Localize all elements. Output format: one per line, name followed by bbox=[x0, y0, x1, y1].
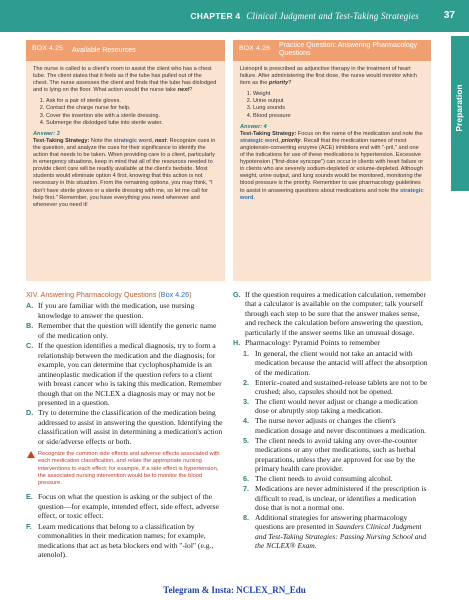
pyramid-point: 2. Enteric-coated and sustained-release tablets are not to be crushed; also, capsules should not be opened. bbox=[243, 377, 428, 397]
box-pharmacology-practice bbox=[233, 40, 431, 281]
chapter-label: CHAPTER 4 bbox=[190, 11, 241, 21]
option: 1. Ask for a pair of sterile gloves. bbox=[46, 98, 218, 105]
list-item: A. If you are familiar with the medication, use nursing knowledge to answer the question. bbox=[26, 301, 195, 320]
question-stem: Lisinopril is prescribed as adjunctive therapy in the treatment of heart failure. After administering the first dose, the nurse would monitor which item as the priority? bbox=[240, 66, 417, 87]
warning-triangle-icon bbox=[27, 451, 35, 458]
list-item: G. If the question requires a medication calculation, remember that a calculator is available on the computer; talk yourself through each step to be sure that the answer makes sense, and recheck the calculation before answering the question, particularly if the answer seems like an unusual dosage. bbox=[233, 290, 426, 337]
box-available-resources bbox=[26, 40, 225, 281]
running-head bbox=[190, 11, 419, 21]
list-item: H. Pharmacology: Pyramid Points to remember bbox=[233, 338, 380, 348]
pyramid-point: 4. The nurse never adjusts or changes the client's medication dosage and never discontinues a medication. bbox=[243, 416, 427, 435]
pyramid-point: 3. The client would never adjust or change a medication dose or abruptly stop taking a medication. bbox=[243, 396, 418, 416]
option: 4. Blood pressure bbox=[253, 113, 424, 120]
warning-note: Recognize the common side effects and adverse effects associated with each medication classification, and relate the appropriate nursing interventions to each effect; for example, if a side effect is hypertension, the associated nursing intervention would be to monitor the blood pressure. bbox=[26, 451, 224, 487]
option: 4. Submerge the dislodged tube into sterile water. bbox=[46, 120, 218, 127]
box-header bbox=[26, 40, 225, 61]
section-heading: XIV. Answering Pharmacology Questions (Box 4.26) bbox=[26, 290, 192, 299]
pyramid-point: 6. The client needs to avoid consuming alcohol. bbox=[243, 474, 393, 484]
option: 3. Cover the insertion site with a sterile dressing. bbox=[46, 113, 218, 120]
option: 2. Contact the charge nurse for help. bbox=[46, 105, 218, 112]
box-number: BOX 4.26 bbox=[239, 45, 271, 52]
chapter-title: Clinical Judgment and Test-Taking Strategies bbox=[246, 11, 419, 21]
list-item: F. Learn medications that belong to a classification by commonalities in their medication names; for example, medications that act as beta blockers end with "-lol" (e.g., atenolol). bbox=[26, 521, 214, 559]
list-item: E. Focus on what the question is asking or the subject of the question—for example, intended effect, side effect, adverse effect, or toxic effect. bbox=[26, 492, 219, 521]
pyramid-point: 5. The client needs to avoid taking any over-the-counter medications or any other medications, such as herbal preparations, unless they are approved for use by the primary health care provider. bbox=[243, 435, 418, 474]
box-title: Available Resources bbox=[72, 47, 136, 54]
left-column bbox=[26, 290, 224, 560]
test-taking-strategy: Test-Taking Strategy: Note the strategic word, next. Recognize cues in the question, and analyze the cues for their significance to identify the action that needs to be taken. When providing care to a client, particularly in emergency situations, keep in mind that all of the resources needed to provide client care will be readily available at the client's bedside. Most students would eliminate option 4 first, knowing that this action is not necessary in this situation. From the remaining options, you may think, "I don't have sterile gloves or a sterile dressing with me, so let me call for help first." Remember, you have everything you need wherever and whenever you need it! bbox=[33, 137, 216, 208]
right-column bbox=[233, 290, 431, 551]
footer-link[interactable]: Telegram & Insta: NCLEX_RN_Edu bbox=[163, 585, 306, 595]
option: 1. Weight bbox=[253, 91, 424, 98]
list-item: D. Try to determine the classification of the medication being addressed to assist in answering the question. Identifying the classification will assist in determining a medication's action or side/adverse effects or both. bbox=[26, 408, 223, 446]
box-header bbox=[233, 40, 431, 61]
pyramid-point: 8. Additional strategies for answering pharmacology questions are presented in Saunders Clinical Judgment and Test-Taking Strategies: Passing Nursing School and the NCLEX® Exam. bbox=[243, 512, 427, 551]
answer-options bbox=[33, 98, 218, 126]
list-item: C. If the question identifies a medical diagnosis, try to form a relationship between the medication and the diagnosis; for example, you can determine that cyclophosphamide is an antineoplastic medication if the question refers to a client with breast cancer who is taking this medication. Remember though that on the NCLEX a diagnosis may or may not be presented in a question. bbox=[26, 341, 222, 407]
answer-label: Answer: 4 bbox=[240, 123, 267, 130]
side-tab-label: Preparation bbox=[454, 84, 464, 132]
test-taking-strategy: Test-Taking Strategy: Focus on the name of the medication and note the strategic word, priority. Recall that the medication names of most angiotensin-converting enzyme (ACE) inhibitors end with "-pril," and one of the indications for use of these medications is hypertension. Excessive hypotension ("first-dose syncope") can occur in clients with heart failure or in clients who are severely sodium-depleted or volume-depleted. Although weight, urine output, and lung sounds would be monitored, monitoring the blood pressure is the priority. Remember to use pharmacology guidelines to assist in answering questions about medications and note the strategic word. bbox=[240, 130, 424, 201]
page-header bbox=[0, 0, 469, 32]
option: 2. Urine output bbox=[253, 98, 424, 105]
option: 3. Lung sounds bbox=[253, 105, 424, 112]
list-item: B. Remember that the question will identify the generic name of the medication only. bbox=[26, 321, 217, 340]
answer-options bbox=[240, 91, 424, 119]
section-side-tab bbox=[451, 36, 469, 191]
box-number: BOX 4.25 bbox=[32, 45, 64, 52]
pyramid-point: 1. In general, the client would not take an antacid with medication because the antacid will affect the absorption of the medication. bbox=[243, 348, 428, 377]
pyramid-point: 7. Medications are never administered if the prescription is difficult to read, is unclear, or identifies a medication dose that is not a normal one. bbox=[243, 484, 427, 512]
box-title: Practice Question: Answering Pharmacology Questions bbox=[279, 42, 418, 57]
answer-label: Answer: 3 bbox=[33, 130, 60, 137]
question-stem: The nurse is called to a client's room to assist the client who has a chest tube. The client states that it feels as if the tube has pulled out of the chest. The nurse assesses the client and finds that the tube has dislodged and is lying on the floor. What action would the nurse take next? bbox=[33, 66, 217, 94]
page-number: 37 bbox=[443, 10, 455, 21]
